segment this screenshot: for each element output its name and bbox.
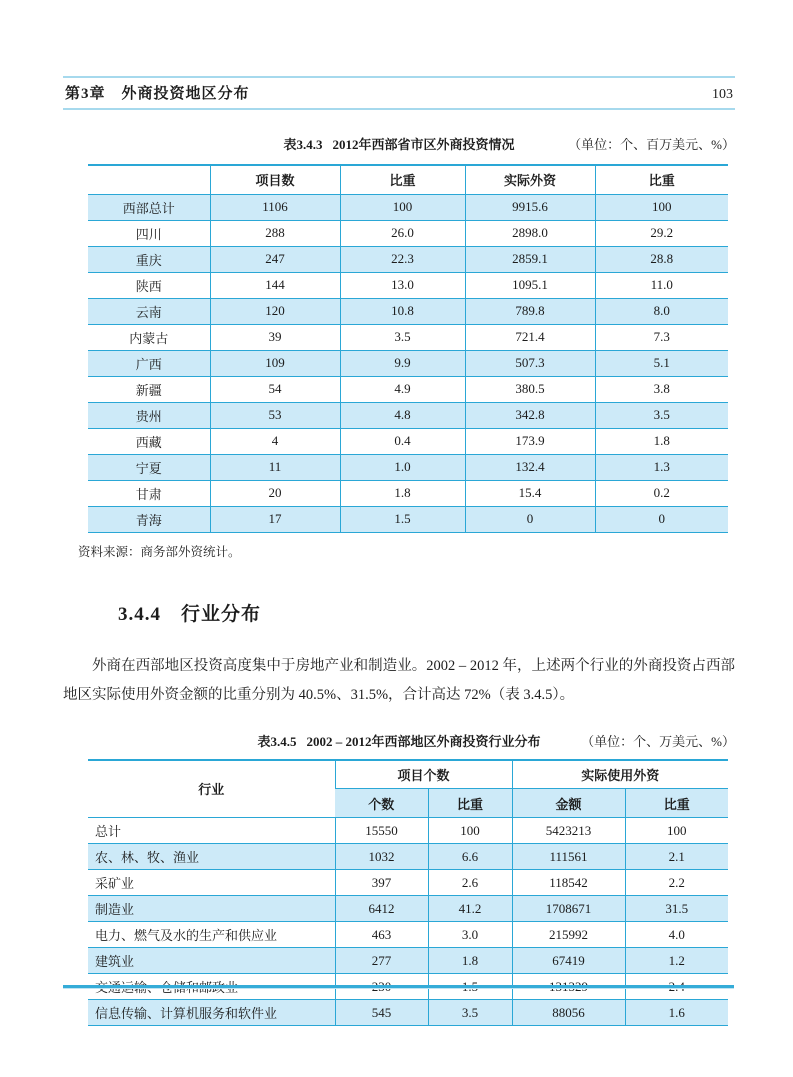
value-cell: 0 [465, 506, 595, 532]
value-cell: 3.5 [428, 1000, 512, 1026]
table2-caption-label: 表3.4.5 [257, 733, 297, 749]
row-label-cell: 建筑业 [88, 948, 335, 974]
table-row [88, 246, 728, 272]
value-cell: 397 [335, 870, 428, 896]
table2-subheader-count: 个数 [335, 789, 428, 818]
chapter-title: 第3章 外商投资地区分布 [65, 86, 250, 102]
row-label-cell: 甘肃 [88, 480, 210, 506]
table2-caption [257, 734, 540, 749]
row-label-cell: 总计 [88, 818, 335, 844]
table2-subheader-amount: 金额 [512, 789, 625, 818]
value-cell: 31.5 [625, 896, 728, 922]
value-cell: 2.1 [625, 844, 728, 870]
page-number: 103 [712, 87, 733, 102]
value-cell: 54 [210, 376, 340, 402]
value-cell: 1.8 [340, 480, 465, 506]
row-label-cell: 青海 [88, 506, 210, 532]
value-cell: 721.4 [465, 324, 595, 350]
table-row [88, 298, 728, 324]
table1-units: （单位：个、百万美元、%） [568, 137, 735, 152]
table2-header-row-groups [88, 760, 728, 789]
table1-header-projects: 项目数 [210, 165, 340, 194]
value-cell: 11.0 [595, 272, 728, 298]
value-cell: 0.2 [595, 480, 728, 506]
row-label-cell: 四川 [88, 220, 210, 246]
table2-header-projects-group: 项目个数 [335, 760, 512, 789]
row-label-cell: 制造业 [88, 896, 335, 922]
row-label-cell: 西部总计 [88, 194, 210, 220]
table-row [88, 480, 728, 506]
value-cell: 4.0 [625, 922, 728, 948]
table-row [88, 220, 728, 246]
value-cell: 2859.1 [465, 246, 595, 272]
table-row [88, 454, 728, 480]
table2-caption-title: 2002 – 2012年西部地区外商投资行业分布 [306, 733, 541, 749]
section-heading: 3.4.4 行业分布 [118, 603, 262, 625]
row-label-cell: 云南 [88, 298, 210, 324]
value-cell: 1032 [335, 844, 428, 870]
table-row [88, 818, 728, 844]
value-cell: 22.3 [340, 246, 465, 272]
footer-rule [63, 985, 734, 989]
row-label-cell: 信息传输、计算机服务和软件业 [88, 1000, 335, 1026]
row-label-cell: 内蒙古 [88, 324, 210, 350]
value-cell: 26.0 [340, 220, 465, 246]
value-cell: 53 [210, 402, 340, 428]
value-cell: 29.2 [595, 220, 728, 246]
value-cell: 6412 [335, 896, 428, 922]
value-cell: 10.8 [340, 298, 465, 324]
value-cell: 5423213 [512, 818, 625, 844]
value-cell: 11 [210, 454, 340, 480]
value-cell: 3.5 [595, 402, 728, 428]
value-cell: 1.8 [595, 428, 728, 454]
table1-caption-row [63, 134, 735, 153]
table-row [88, 870, 728, 896]
value-cell: 9.9 [340, 350, 465, 376]
row-label-cell: 农、林、牧、渔业 [88, 844, 335, 870]
table1-header-row [88, 165, 728, 194]
value-cell: 144 [210, 272, 340, 298]
table1-source-note: 资料来源：商务部外资统计。 [78, 544, 241, 559]
value-cell: 380.5 [465, 376, 595, 402]
value-cell: 1.8 [428, 948, 512, 974]
value-cell: 0.4 [340, 428, 465, 454]
value-cell: 88056 [512, 1000, 625, 1026]
value-cell: 2898.0 [465, 220, 595, 246]
table1-header-blank [88, 165, 210, 194]
row-label-cell: 西藏 [88, 428, 210, 454]
value-cell: 463 [335, 922, 428, 948]
value-cell: 4.9 [340, 376, 465, 402]
value-cell: 111561 [512, 844, 625, 870]
value-cell: 342.8 [465, 402, 595, 428]
table-row [88, 948, 728, 974]
value-cell: 1106 [210, 194, 340, 220]
row-label-cell: 电力、燃气及水的生产和供应业 [88, 922, 335, 948]
value-cell: 118542 [512, 870, 625, 896]
value-cell: 3.0 [428, 922, 512, 948]
value-cell: 100 [595, 194, 728, 220]
table-row [88, 506, 728, 532]
value-cell: 0 [595, 506, 728, 532]
value-cell: 288 [210, 220, 340, 246]
row-label-cell: 贵州 [88, 402, 210, 428]
value-cell: 215992 [512, 922, 625, 948]
table-row [88, 402, 728, 428]
table1-caption [283, 137, 514, 152]
table2-subheader-share2: 比重 [625, 789, 728, 818]
table-western-provinces-fdi [88, 164, 728, 533]
row-label-cell: 重庆 [88, 246, 210, 272]
value-cell: 100 [428, 818, 512, 844]
table-row [88, 324, 728, 350]
running-header [63, 76, 735, 110]
value-cell: 3.5 [340, 324, 465, 350]
value-cell: 15550 [335, 818, 428, 844]
value-cell: 100 [625, 818, 728, 844]
value-cell: 1.0 [340, 454, 465, 480]
value-cell: 67419 [512, 948, 625, 974]
table-row [88, 272, 728, 298]
value-cell: 4 [210, 428, 340, 454]
value-cell: 1708671 [512, 896, 625, 922]
table-row [88, 194, 728, 220]
value-cell: 9915.6 [465, 194, 595, 220]
body-paragraph: 外商在西部地区投资高度集中于房地产业和制造业。2002 – 2012 年，上述两个行业的外商投资占西部地区实际使用外资金额的比重分别为 40.5%、31.5%，合计高达 72%（表 3.4.5）。 [63, 657, 735, 703]
table2-units: （单位：个、万美元、%） [581, 733, 735, 749]
table-row [88, 1000, 728, 1026]
value-cell: 507.3 [465, 350, 595, 376]
table1-header-share2: 比重 [595, 165, 728, 194]
value-cell: 1095.1 [465, 272, 595, 298]
value-cell: 4.8 [340, 402, 465, 428]
table1-header-actual-fdi: 实际外资 [465, 165, 595, 194]
table1-caption-label: 表3.4.3 [283, 137, 323, 152]
row-label-cell: 新疆 [88, 376, 210, 402]
value-cell: 789.8 [465, 298, 595, 324]
value-cell: 6.6 [428, 844, 512, 870]
value-cell: 7.3 [595, 324, 728, 350]
value-cell: 1.6 [625, 1000, 728, 1026]
value-cell: 1.2 [625, 948, 728, 974]
table2-subheader-share1: 比重 [428, 789, 512, 818]
value-cell: 173.9 [465, 428, 595, 454]
row-label-cell: 陕西 [88, 272, 210, 298]
value-cell: 13.0 [340, 272, 465, 298]
table2-caption-row [63, 731, 735, 750]
table-row [88, 844, 728, 870]
document-page [63, 76, 735, 1026]
value-cell: 41.2 [428, 896, 512, 922]
value-cell: 28.8 [595, 246, 728, 272]
value-cell: 8.0 [595, 298, 728, 324]
row-label-cell: 宁夏 [88, 454, 210, 480]
value-cell: 39 [210, 324, 340, 350]
value-cell: 20 [210, 480, 340, 506]
value-cell: 3.8 [595, 376, 728, 402]
table2-header-fdi-group: 实际使用外资 [512, 760, 728, 789]
value-cell: 100 [340, 194, 465, 220]
row-label-cell: 采矿业 [88, 870, 335, 896]
value-cell: 1.3 [595, 454, 728, 480]
value-cell: 15.4 [465, 480, 595, 506]
table2-header-industry: 行业 [88, 760, 335, 818]
value-cell: 120 [210, 298, 340, 324]
value-cell: 247 [210, 246, 340, 272]
value-cell: 2.2 [625, 870, 728, 896]
table-row [88, 428, 728, 454]
value-cell: 132.4 [465, 454, 595, 480]
table1-caption-title: 2012年西部省市区外商投资情况 [332, 137, 515, 152]
value-cell: 2.6 [428, 870, 512, 896]
value-cell: 5.1 [595, 350, 728, 376]
value-cell: 277 [335, 948, 428, 974]
table-row [88, 922, 728, 948]
value-cell: 109 [210, 350, 340, 376]
value-cell: 17 [210, 506, 340, 532]
table-row [88, 376, 728, 402]
value-cell: 545 [335, 1000, 428, 1026]
value-cell: 1.5 [340, 506, 465, 532]
row-label-cell: 广西 [88, 350, 210, 376]
table1-header-share1: 比重 [340, 165, 465, 194]
table-row [88, 350, 728, 376]
table-row [88, 896, 728, 922]
